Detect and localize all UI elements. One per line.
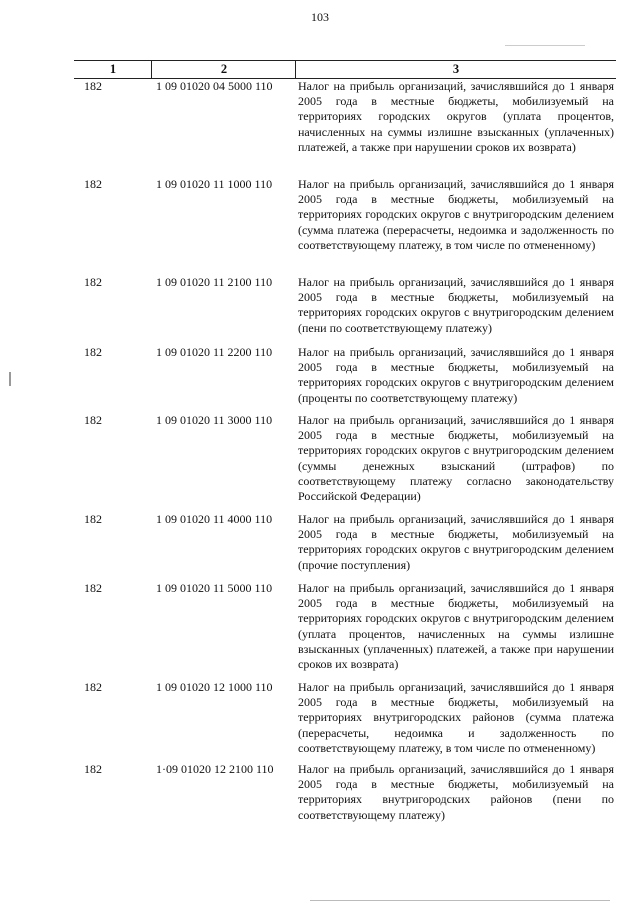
budget-classification-code: 1 09 01020 11 2200 110 <box>156 345 273 359</box>
admin-code: 182 <box>84 581 102 595</box>
header-divider-1 <box>151 61 152 78</box>
scan-artifact <box>505 45 585 46</box>
admin-code: 182 <box>84 680 102 694</box>
income-description: Налог на прибыль организаций, зачислявшийся до 1 января 2005 года в местные бюджеты, мобилизуемый на территориях городских округов с внутригородским делением (уплата процентов, начисленных на суммы излишне взысканных (уплаченных) платежей, а также при нарушении сроков их возврата) <box>298 581 614 672</box>
admin-code: 182 <box>84 345 102 359</box>
admin-code: 182 <box>84 275 102 289</box>
budget-classification-code: 1 09 01020 11 4000 110 <box>156 512 273 526</box>
income-description: Налог на прибыль организаций, зачислявшийся до 1 января 2005 года в местные бюджеты, мобилизуемый на территориях городских округов с внутригородским делением (суммы денежных взысканий (штрафов) по соответствующему платежу согласно законодательству Российской Федерации) <box>298 413 614 504</box>
income-description: Налог на прибыль организаций, зачислявшийся до 1 января 2005 года в местные бюджеты, мобилизуемый на территориях городских округов с внутригородским делением (сумма платежа (перерасчеты, недоимка и задолженность по соответствующему платежу, в том числе по отмененному) <box>298 177 614 252</box>
income-description: Налог на прибыль организаций, зачислявшийся до 1 января 2005 года в местные бюджеты, мобилизуемый на территориях городских округов с внутригородским делением (прочие поступления) <box>298 512 614 572</box>
budget-classification-code: 1 09 01020 11 2100 110 <box>156 275 273 289</box>
income-description: Налог на прибыль организаций, зачислявшийся до 1 января 2005 года в местные бюджеты, мобилизуемый на территориях городских округов с внутригородским делением (проценты по соответствующему платежу) <box>298 345 614 405</box>
budget-classification-code: 1 09 01020 11 1000 110 <box>156 177 273 191</box>
admin-code: 182 <box>84 413 102 427</box>
budget-classification-code: 1 09 01020 04 5000 110 <box>156 79 273 93</box>
header-col-3: 3 <box>452 62 460 76</box>
admin-code: 182 <box>84 177 102 191</box>
scan-artifact <box>9 372 11 386</box>
page-number: 103 <box>311 10 329 24</box>
header-col-1: 1 <box>109 62 117 76</box>
header-col-2: 2 <box>220 62 228 76</box>
income-description: Налог на прибыль организаций, зачислявшийся до 1 января 2005 года в местные бюджеты, мобилизуемый на территориях городских округов (уплата процентов, начисленных на суммы излишне взысканных (уплаченных) платежей, а также при нарушении сроков их возврата) <box>298 79 614 154</box>
budget-code-table <box>74 60 616 822</box>
admin-code: 182 <box>84 79 102 93</box>
table-header-row <box>74 60 616 79</box>
budget-classification-code: 1 09 01020 11 5000 110 <box>156 581 273 595</box>
admin-code: 182 <box>84 512 102 526</box>
income-description: Налог на прибыль организаций, зачислявшийся до 1 января 2005 года в местные бюджеты, мобилизуемый на территориях внутригородских районов (пени по соответствующему платежу) <box>298 762 614 822</box>
budget-classification-code: 1 09 01020 11 3000 110 <box>156 413 273 427</box>
income-description: Налог на прибыль организаций, зачислявшийся до 1 января 2005 года в местные бюджеты, мобилизуемый на территориях городских округов с внутригородским делением (пени по соответствующему платежу) <box>298 275 614 335</box>
admin-code: 182 <box>84 762 102 776</box>
budget-classification-code: 1 09 01020 12 1000 110 <box>156 680 273 694</box>
scan-artifact <box>310 900 610 901</box>
income-description: Налог на прибыль организаций, зачислявшийся до 1 января 2005 года в местные бюджеты, мобилизуемый на территориях внутригородских районов (сумма платежа (перерасчеты, недоимка и задолженность по соответствующему платежу, в том числе по отмененному) <box>298 680 614 755</box>
header-divider-2 <box>295 61 296 78</box>
budget-classification-code: 1·09 01020 12 2100 110 <box>156 762 274 776</box>
